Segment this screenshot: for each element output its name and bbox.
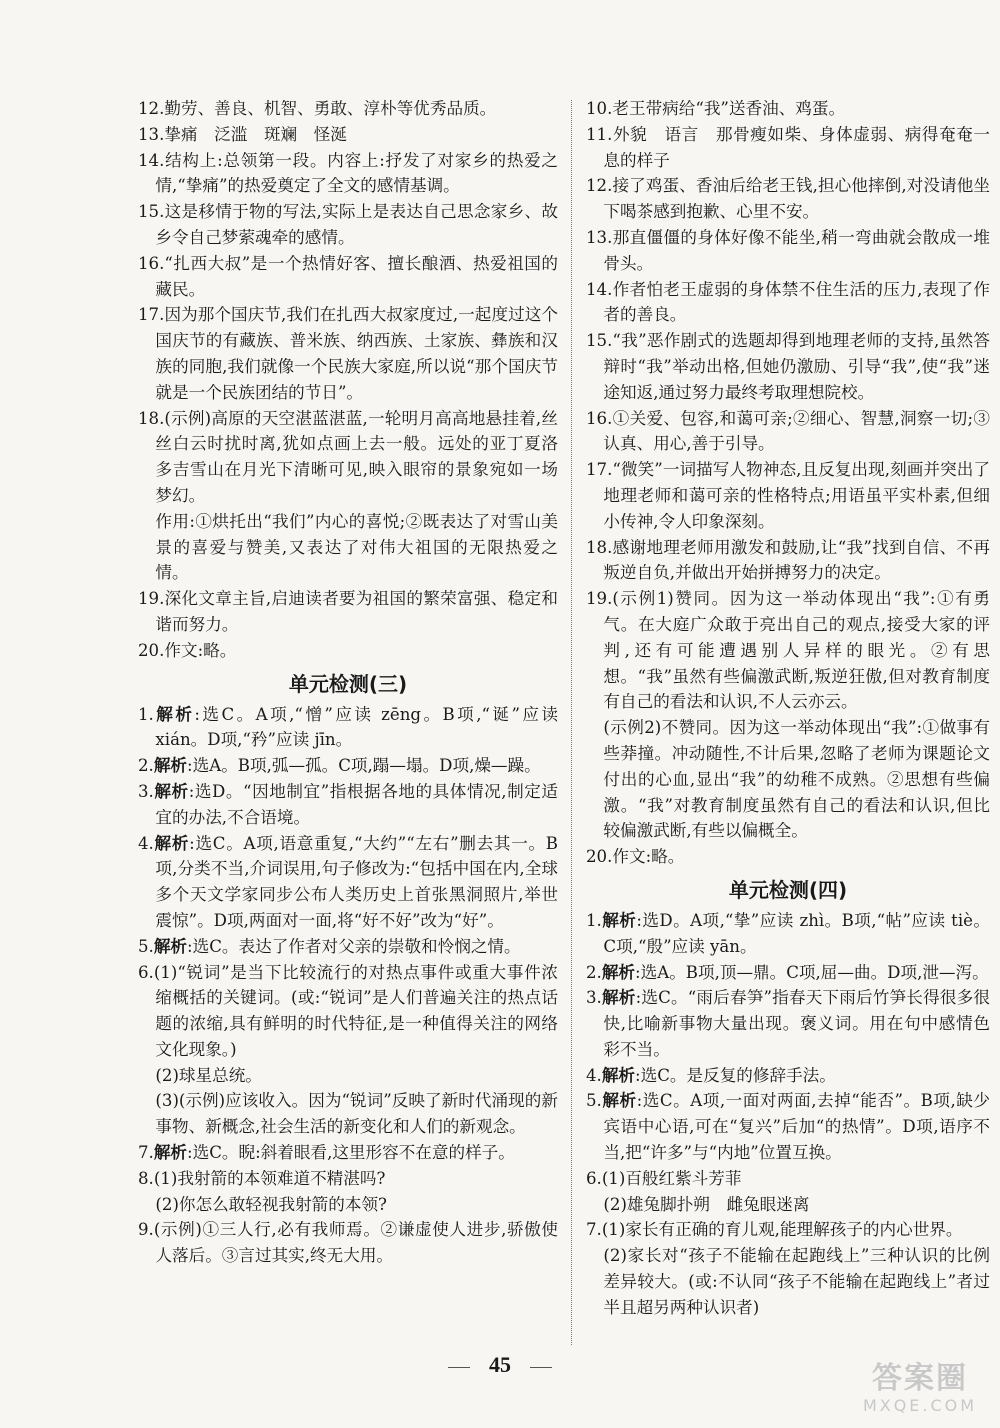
answer-item: 1.解析:选D。A项,“挚”应读 zhì。B项,“帖”应读 tiè。C项,“殷”应读 yān。: [586, 910, 990, 956]
answer-item: 16.“扎西大叔”是一个热情好客、擅长酿酒、热爱祖国的藏民。: [138, 253, 558, 299]
analysis-label: 解析: [153, 1143, 188, 1163]
answer-item: 17.“微笑”一词描写人物神态,且反复出现,刻画并突出了地理老师和蔼可亲的性格特点;用语虽平实朴素,但细小传神,令人印象深刻。: [586, 460, 990, 531]
analysis-label: 解析: [601, 988, 636, 1008]
answer-item: 3.解析:选C。“雨后春笋”指春天下雨后竹笋长得很多很快,比喻新事物大量出现。褒义词。用在句中感情色彩不当。: [586, 988, 990, 1059]
answer-item: 5.解析:选C。表达了作者对父亲的崇敬和怜悯之情。: [138, 936, 521, 956]
analysis-label: 解析: [601, 1065, 636, 1085]
analysis-label: 解析: [153, 781, 189, 801]
left-answer-list: [138, 96, 558, 664]
answer-item: 13.那直僵僵的身体好像不能坐,稍一弯曲就会散成一堆骨头。: [586, 227, 990, 273]
answer-item: 19.深化文章主旨,启迪读者要为祖国的繁荣富强、稳定和谐而努力。: [138, 589, 558, 634]
answer-item: 作用:①烘托出“我们”内心的喜悦;②既表达了对雪山美景的喜爱与赞美,又表达了对伟大祖国的无限热爱之情。: [155, 511, 558, 583]
answer-item: 11.外貌 语言 那骨瘦如柴、身体虚弱、病得奄奄一息的样子: [586, 124, 990, 170]
answer-item: 7.解析:选C。睨:斜着眼看,这里形容不在意的样子。: [138, 1143, 515, 1163]
answer-item: 5.解析:选C。A项,一面对两面,去掉“能否”。B项,缺少宾语中心语,可在“复兴”后加“的热情”。D项,语序不当,把“许多”与“内地”位置互换。: [586, 1091, 990, 1163]
answer-item: 14.作者怕老王虚弱的身体禁不住生活的压力,表现了作者的善良。: [586, 279, 990, 325]
answer-item: (示例2)不赞同。因为这一举动体现出“我”:①做事有些莽撞。冲动随性,不计后果,忽略了老师为课题论文付出的心血,显出“我”的幼稚不成熟。②思想有些偏激。“我”对教育制度虽然有自己的看法和认识,但比较偏激武断,有些以偏概全。: [603, 718, 990, 841]
analysis-label: 解析: [153, 936, 188, 956]
answer-item: 2.解析:选A。B项,顶—鼎。C项,屈—曲。D项,泄—泻。: [586, 962, 989, 982]
footer-dash-left: [448, 1367, 470, 1368]
footer-dash-right: [530, 1367, 552, 1368]
answer-item: 2.解析:选A。B项,弧—孤。C项,蹋—塌。D项,燥—躁。: [138, 756, 541, 776]
left-column: [138, 96, 558, 1269]
analysis-label: 解析: [601, 962, 636, 982]
analysis-label: 解析: [153, 756, 188, 776]
unit-3-answer-list: [138, 702, 558, 1270]
analysis-label: 解析: [601, 910, 637, 930]
answer-item: 12.接了鸡蛋、香油后给老王钱,担心他摔倒,对没请他坐下喝茶感到抱歉、心里不安。: [586, 176, 990, 222]
right-column: [586, 96, 990, 1321]
answer-item: (2)雄兔脚扑朔 雌兔眼迷离: [603, 1194, 810, 1214]
answer-item: 17.因为那个国庆节,我们在扎西大叔家度过,一起度过这个国庆节的有藏族、普米族、纳西族、土家族、彝族和汉族的同胞,我们就像一个民族大家庭,所以说“那个国庆节就是一个民族团结的节日”。: [138, 305, 559, 402]
analysis-label: 解析: [601, 1091, 637, 1111]
answer-item: 6.(1)百般红紫斗芳菲: [586, 1168, 742, 1188]
section-title-unit-4: 单元检测(四): [728, 877, 848, 902]
page-footer: [0, 1352, 1000, 1378]
answer-item: 14.结构上:总领第一段。内容上:抒发了对家乡的热爱之情,“挚痛”的热爱奠定了全文的感情基调。: [138, 150, 558, 196]
answer-item: 6.(1)“锐词”是当下比较流行的对热点事件或重大事件浓缩概括的关键词。(或:“锐词”是人们普遍关注的热点话题的浓缩,具有鲜明的时代特征,是一种值得关注的网络文化现象。): [138, 962, 558, 1059]
answer-item: 4.解析:选C。是反复的修辞手法。: [586, 1065, 836, 1085]
answer-item: 1.解析:选C。A项,“憎”应读 zēng。B项,“诞”应读 xián。D项,“矜”应读 jīn。: [138, 704, 559, 750]
answer-item: 3.解析:选D。“因地制宜”指根据各地的具体情况,制定适宜的办法,不合语境。: [138, 781, 559, 827]
page-number: 45: [489, 1352, 511, 1377]
analysis-label: 解析: [153, 833, 190, 853]
column-divider: [571, 100, 572, 1345]
answer-item: 18.(示例)高原的天空湛蓝湛蓝,一轮明月高高地悬挂着,丝丝白云时扰时离,犹如点画上去一般。远处的亚丁夏洛多吉雪山在月光下清晰可见,映入眼帘的景象宛如一场梦幻。: [138, 408, 558, 505]
answer-item: 15.“我”恶作剧式的选题却得到地理老师的支持,虽然答辩时“我”举动出格,但她仍激励、引导“我”,使“我”迷途知返,通过努力最终考取理想院校。: [586, 331, 990, 402]
answer-item: 7.(1)家长有正确的育儿观,能理解孩子的内心世界。: [586, 1220, 963, 1240]
answer-item: 4.解析:选C。A项,语意重复,“大约”“左右”删去其一。B项,分类不当,介词误用,句子修改为:“包括中国在内,全球多个天文学家同步公布人类历史上首张黑洞照片,举世震惊”。D项,两面对一面,将“好不好”改为“好”。: [138, 833, 558, 930]
watermark-title: 答案圈: [872, 1361, 968, 1396]
unit-4-answer-list: [586, 908, 990, 1321]
answer-item: 9.(示例)①三人行,必有我师焉。②谦虚使人进步,骄傲使人落后。③言过其实,终无大用。: [138, 1220, 558, 1266]
answer-item: (2)你怎么敢轻视我射箭的本领?: [155, 1194, 387, 1214]
section-title-unit-3: 单元检测(三): [288, 671, 408, 696]
answer-item: 16.①关爱、包容,和蔼可亲;②细心、智慧,洞察一切;③认真、用心,善于引导。: [586, 408, 990, 454]
watermark-logo: [860, 1362, 980, 1422]
answer-item: (2)家长对“孩子不能输在起跑线上”三种认识的比例差异较大。(或:不认同“孩子不能输在起跑线上”者过半且超另两种认识者): [603, 1246, 990, 1317]
answer-item: 20.作文:略。: [138, 640, 237, 660]
answer-item: (3)(示例)应该收入。因为“锐词”反映了新时代涌现的新事物、新概念,社会生活的新变化和人们的新观念。: [155, 1091, 558, 1137]
watermark-url: MXQE.COM: [862, 1396, 978, 1415]
analysis-label: 解析: [153, 704, 195, 724]
answer-item: 18.感谢地理老师用激发和鼓励,让“我”找到自信、不再叛逆自负,并做出开始拼搏努力的决定。: [586, 537, 990, 583]
answer-item: (2)球星总统。: [155, 1065, 262, 1085]
answer-item: 12.勤劳、善良、机智、勇敢、淳朴等优秀品质。: [138, 99, 497, 118]
answer-item: 20.作文:略。: [586, 847, 685, 867]
answer-item: 8.(1)我射箭的本领难道不精湛吗?: [138, 1168, 386, 1188]
right-answer-list: [586, 96, 990, 870]
answer-item: 15.这是移情于物的写法,实际上是表达自己思念家乡、故乡令自己梦萦魂牵的感情。: [138, 202, 558, 247]
answer-item: 10.老王带病给“我”送香油、鸡蛋。: [586, 99, 846, 118]
answer-item: 13.挚痛 泛滥 斑斓 怪涎: [138, 124, 347, 144]
answer-item: 19.(示例1)赞同。因为这一举动体现出“我”:①有勇气。在大庭广众敢于亮出自己的观点,接受大家的评判,还有可能遭遇别人异样的眼光。②有思想。“我”虽然有些偏激武断,叛逆狂傲,但对教育制度有自己的看法和认识,不人云亦云。: [586, 589, 990, 712]
